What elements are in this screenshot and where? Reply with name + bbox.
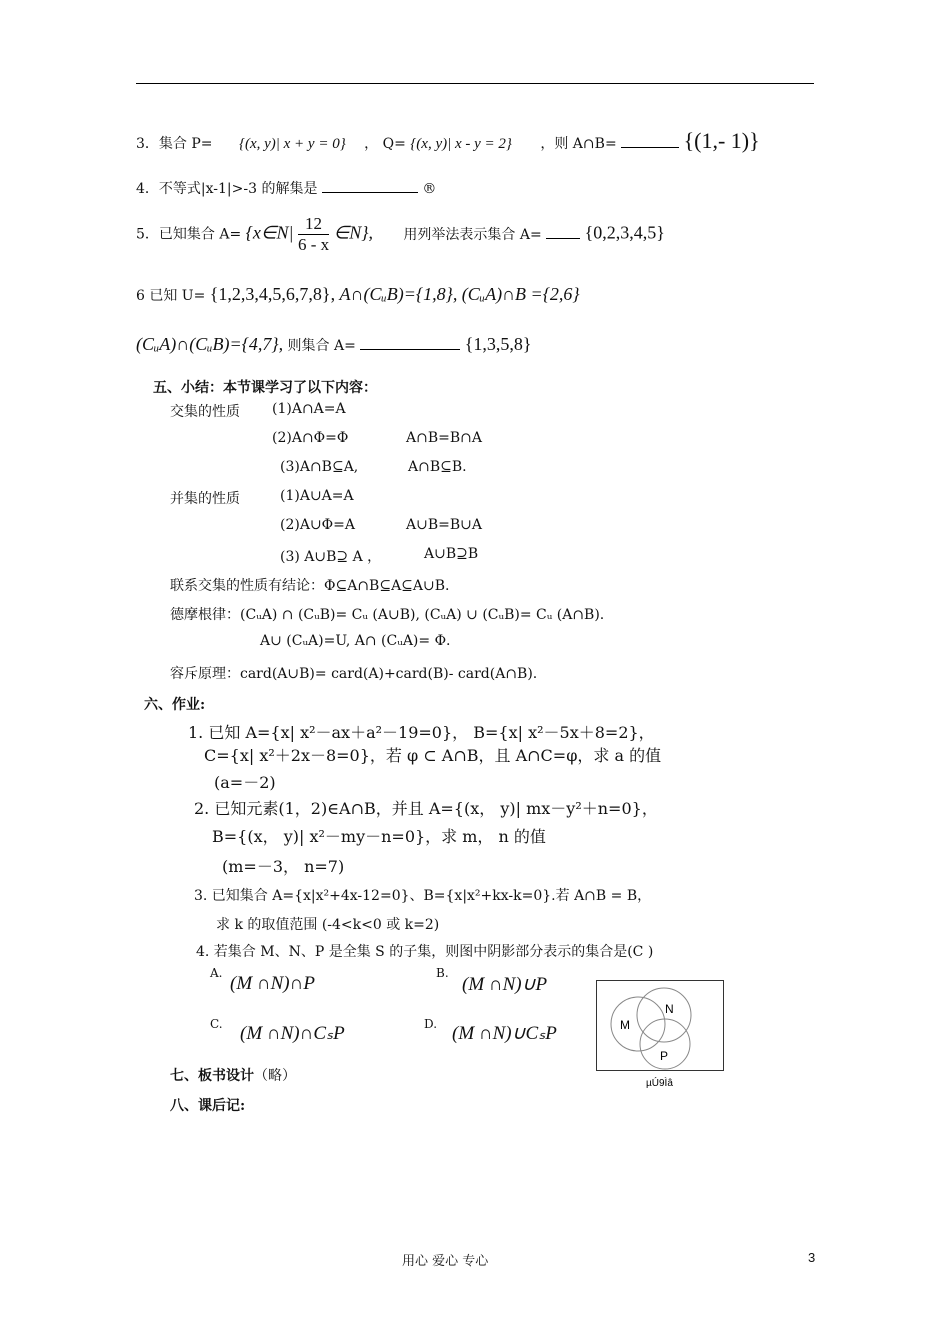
union-3b: A∪B⊇B <box>424 546 479 562</box>
q5-mid: 用列举法表示集合 A= <box>403 226 542 243</box>
intersect-2b: A∩B=B∩A <box>406 430 482 446</box>
q4-text: 4．不等式|x-1|>-3 的解集是 <box>136 181 318 197</box>
demorgan-line1: 德摩根律：(CᵤA) ∩ (CᵤB)= Cᵤ (A∪B), (CᵤA) ∪ (CᵤB)= Cᵤ (A∩B). <box>170 607 605 623</box>
venn-label-n: N <box>665 1002 674 1016</box>
homework-heading: 六、作业: <box>144 697 206 713</box>
q5-frac-num: 12 <box>298 214 329 235</box>
q4-mark: ® <box>422 181 437 197</box>
q5-line <box>136 214 665 255</box>
q3-set-p: {(x, y)| x + y = 0} <box>238 136 346 152</box>
q5-set-close: ∈N}, <box>333 222 373 243</box>
option-b-label: B. <box>436 966 449 980</box>
option-c-expr: (M ∩N)∩CₛP <box>240 1023 345 1044</box>
union-label: 并集的性质 <box>170 491 240 507</box>
venn-label-m: M <box>620 1018 630 1032</box>
q6-u-set: {1,2,3,4,5,6,7,8}, <box>209 284 336 304</box>
hw1-line2: C={x| x²＋2x－8=0}，若 φ ⊂ A∩B，且 A∩C=φ，求 a 的值 <box>204 746 662 765</box>
q5-frac-den: 6 - x <box>297 235 330 254</box>
option-b-expr: (M ∩N)∪P <box>462 974 548 995</box>
hw3-line1: 3. 已知集合 A={x|x²+4x-12=0}、B={x|x²+kx-k=0}.若 A∩B = B， <box>194 888 652 904</box>
q5-prefix: 5．已知集合 A= <box>136 226 242 243</box>
page-number: 3 <box>808 1250 816 1265</box>
q5-answer: {0,2,3,4,5} <box>584 222 665 243</box>
union-1: (1)A∪A=A <box>280 488 354 504</box>
q6-line1 <box>136 284 580 305</box>
venn-label-p: P <box>660 1049 669 1063</box>
hw1-line1: 1. 已知 A={x| x²－ax＋a²－19=0}， B={x| x²－5x＋8=2}， <box>188 723 655 742</box>
header-rule <box>136 83 814 84</box>
q3-set-q: {(x, y)| x - y = 2} <box>410 136 512 152</box>
section-after-class: 八、课后记: <box>170 1098 246 1114</box>
demorgan-line2: A∪ (CᵤA)=U, A∩ (CᵤA)= Φ. <box>260 633 451 649</box>
footer-motto: 用心 爱心 专心 <box>402 1254 489 1269</box>
inclusion-exclusion: 容斥原理：card(A∪B)= card(A)+card(B)- card(A∩B). <box>170 666 538 682</box>
board-note: （略） <box>254 1068 296 1084</box>
hw2-line1: 2. 已知元素(1，2)∈A∩B，并且 A={(x， y)| mx－y²＋n=0}， <box>194 799 658 818</box>
venn-diagram <box>596 980 724 1090</box>
q4-blank <box>322 192 418 193</box>
q5-fraction <box>298 214 329 255</box>
union-2a: (2)A∪Φ=A <box>280 517 355 533</box>
option-d-label: D. <box>424 1017 438 1031</box>
hw4-line1: 4. 若集合 M、N、P 是全集 S 的子集，则图中阴影部分表示的集合是(C ) <box>196 944 654 960</box>
q6-eq3: (CᵤA)∩(CᵤB)={4,7}, <box>136 334 284 354</box>
venn-caption: µÚ9Ìâ <box>646 1078 673 1089</box>
union-3a: (3) A∪B⊇ A ， <box>280 549 382 565</box>
option-c-label: C. <box>210 1017 223 1031</box>
q3-then: ，则 A∩B= <box>540 136 617 152</box>
intersect-3a: (3)A∩B⊆A, <box>280 459 359 475</box>
q6-eq1: A∩(CᵤB)={1,8}, <box>339 284 458 304</box>
q5-set-open: {x∈N| <box>245 222 294 243</box>
intersect-3b: A∩B⊆B. <box>408 459 467 475</box>
q6-line2 <box>136 334 532 355</box>
q6-eq2: (CᵤA)∩B ={2,6} <box>461 284 580 304</box>
q3-q-label: ， Q= <box>364 136 406 152</box>
board-heading: 七、板书设计 <box>170 1068 254 1084</box>
section-board <box>170 1065 296 1085</box>
summary-heading: 五、小结：本节课学习了以下内容： <box>153 380 377 396</box>
hw1-answer: (a=－2) <box>214 773 276 792</box>
union-2b: A∪B=B∪A <box>406 517 482 533</box>
intersect-1: (1)A∩A=A <box>272 401 346 417</box>
link-conclusion: 联系交集的性质有结论：Φ⊆A∩B⊆A⊆A∪B. <box>170 578 450 594</box>
option-a-expr: (M ∩N)∩P <box>230 973 315 994</box>
q6-then: 则集合 A= <box>287 338 356 354</box>
hw3-line2: 求 k 的取值范围 (-4<k<0 或 k=2) <box>216 917 440 933</box>
intersect-2a: (2)A∩Φ=Φ <box>272 430 349 446</box>
q6-prefix: 6 已知 U= <box>136 288 206 304</box>
option-a-label: A. <box>210 966 223 980</box>
intersect-label: 交集的性质 <box>170 404 240 420</box>
q4-line <box>136 178 436 198</box>
q3-prefix: 3．集合 P= <box>136 136 213 152</box>
venn-circle-n <box>637 988 691 1042</box>
q6-blank <box>360 349 460 350</box>
q3-blank <box>621 147 679 148</box>
option-d-expr: (M ∩N)∪CₛP <box>452 1023 557 1044</box>
hw2-line2: B={(x， y)| x²－my－n=0}，求 m， n 的值 <box>212 827 546 846</box>
q6-answer: {1,3,5,8} <box>464 334 532 354</box>
hw2-answer: (m=－3， n=7) <box>222 857 345 876</box>
q5-blank <box>546 238 580 239</box>
q3-line <box>136 128 760 154</box>
q3-answer: {(1,- 1)} <box>683 128 760 153</box>
